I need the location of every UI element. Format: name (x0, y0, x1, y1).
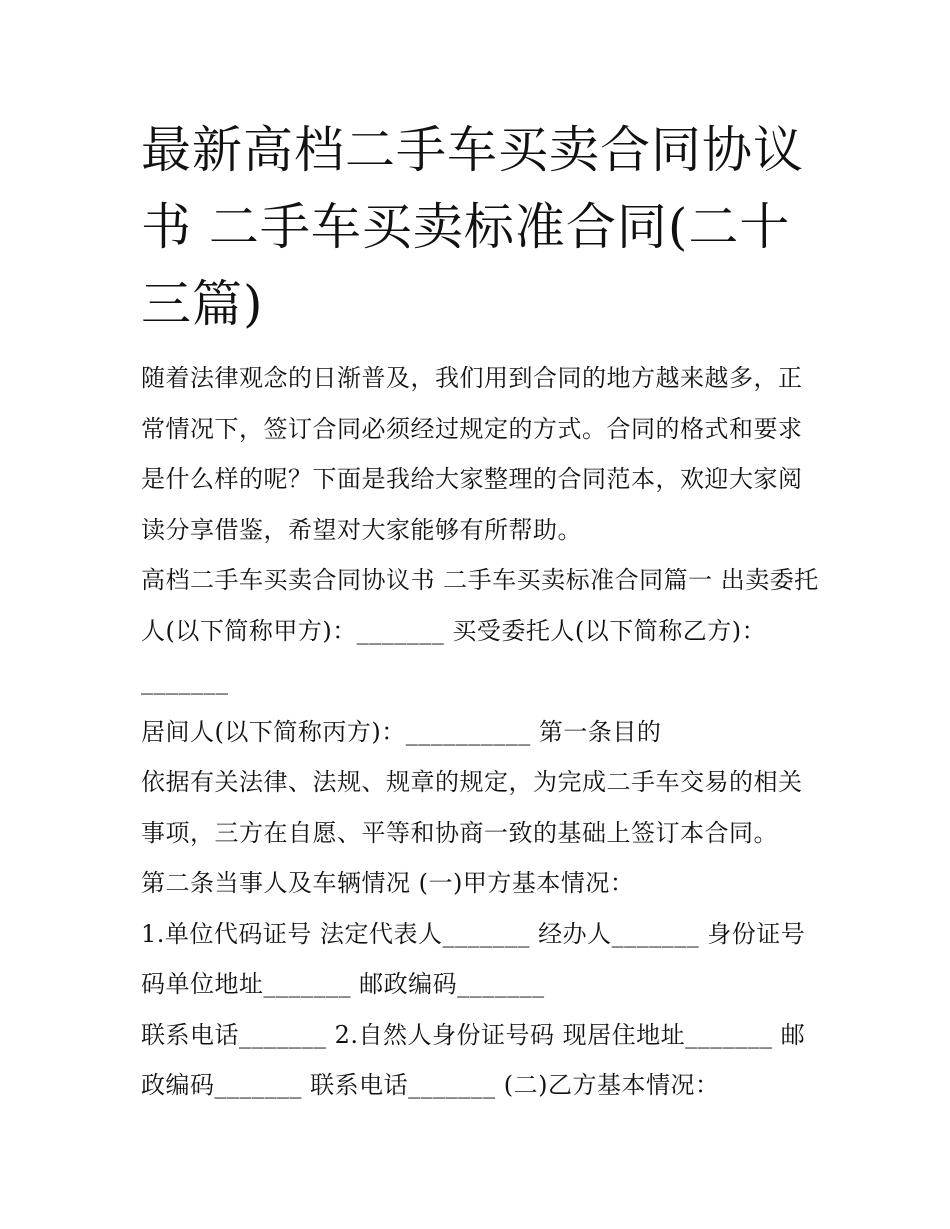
parties-paragraph: 高档二手车买卖合同协议书 二手车买卖标准合同篇一 出卖委托人(以下简称甲方)：_______ 买受委托人(以下简称乙方)：_______ (141, 566, 819, 695)
intro-paragraph: 随着法律观念的日渐普及，我们用到合同的地方越来越多，正常情况下，签订合同必须经过规定的方式。合同的格式和要求是什么样的呢？下面是我给大家整理的合同范本，欢迎大家阅读分享借鉴，希望对大家能够有所帮助。 (141, 364, 803, 544)
party-a-contact-info: 联系电话_______ 2.自然人身份证号码 现居住地址_______ 邮政编码_______ 联系电话_______ (二)乙方基本情况： (141, 1020, 806, 1099)
document-title: 最新高档二手车买卖合同协议书 二手车买卖标准合同(二十三篇) (141, 121, 804, 333)
intermediary-paragraph: 居间人(以下简称丙方)：__________ 第一条目的 (141, 717, 662, 746)
party-a-unit-info: 1.单位代码证号 法定代表人_______ 经办人_______ 身份证号码单位地址_______ 邮政编码_______ (141, 919, 806, 998)
article-two-heading: 第二条当事人及车辆情况 (一)甲方基本情况： (141, 869, 635, 897)
purpose-paragraph: 依据有关法律、法规、规章的规定，为完成二手车交易的相关事项，三方在自愿、平等和协商一致的基础上签订本合同。 (141, 768, 803, 847)
document-page (141, 112, 821, 1111)
